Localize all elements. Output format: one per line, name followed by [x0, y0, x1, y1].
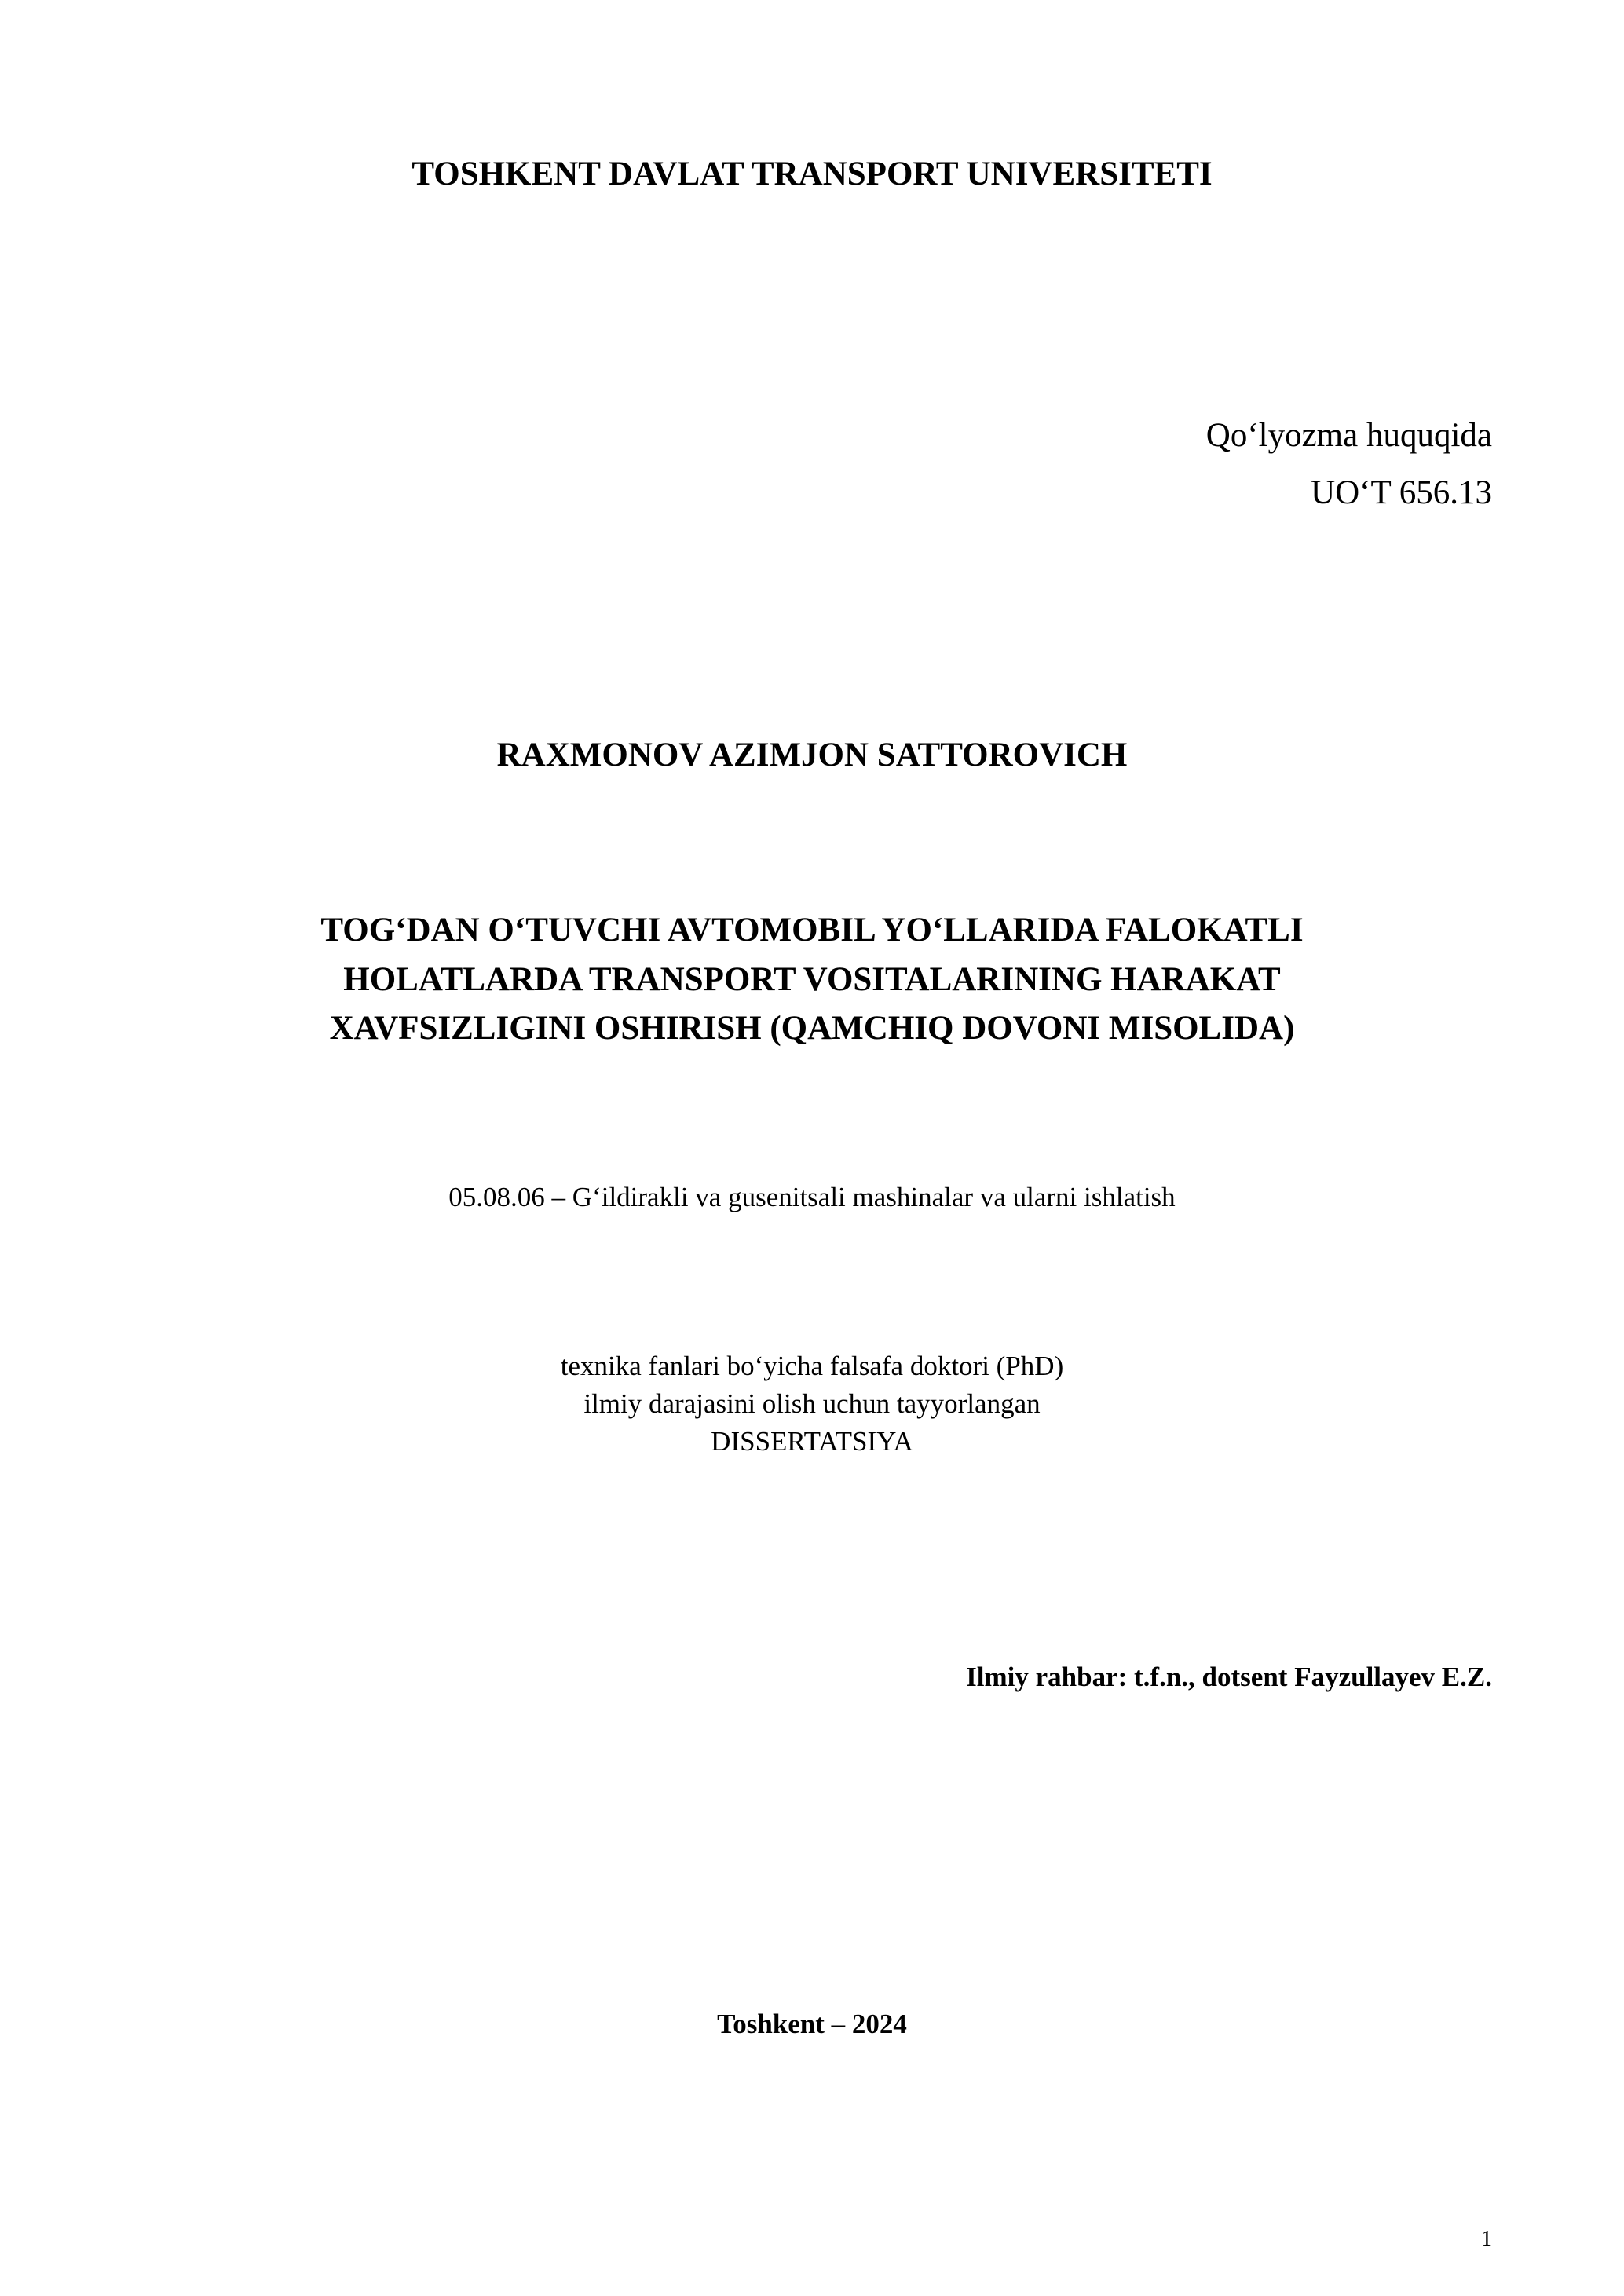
degree-statement-line: DISSERTATSIYA — [711, 1426, 913, 1457]
city-year: Toshkent – 2024 — [717, 2009, 907, 2039]
dissertation-title-line: XAVFSIZLIGINI OSHIRISH (QAMCHIQ DOVONI MISOLIDA) — [329, 1010, 1295, 1047]
scientific-supervisor: Ilmiy rahbar: t.f.n., dotsent Fayzullayev E.Z. — [966, 1662, 1492, 1692]
degree-statement-line: ilmiy darajasini olish uchun tayyorlangan — [583, 1388, 1041, 1419]
degree-statement-line: texnika fanlari bo‘yicha falsafa doktori (PhD) — [560, 1351, 1064, 1381]
dissertation-title-line: TOG‘DAN O‘TUVCHI AVTOMOBIL YO‘LLARIDA FALOKATLI — [320, 912, 1304, 949]
university-name: TOSHKENT DAVLAT TRANSPORT UNIVERSITETI — [411, 155, 1213, 192]
manuscript-rights-note: Qo‘lyozma huquqida — [1205, 417, 1492, 454]
dissertation-title-line: HOLATLARDA TRANSPORT VOSITALARINING HARAKAT — [343, 961, 1281, 998]
specialty-code: 05.08.06 – G‘ildirakli va gusenitsali mashinalar va ularni ishlatish — [448, 1182, 1176, 1212]
udc-code: UO‘T 656.13 — [1311, 474, 1492, 511]
page-number: 1 — [1481, 2227, 1492, 2251]
author-name: RAXMONOV AZIMJON SATTOROVICH — [496, 737, 1128, 773]
